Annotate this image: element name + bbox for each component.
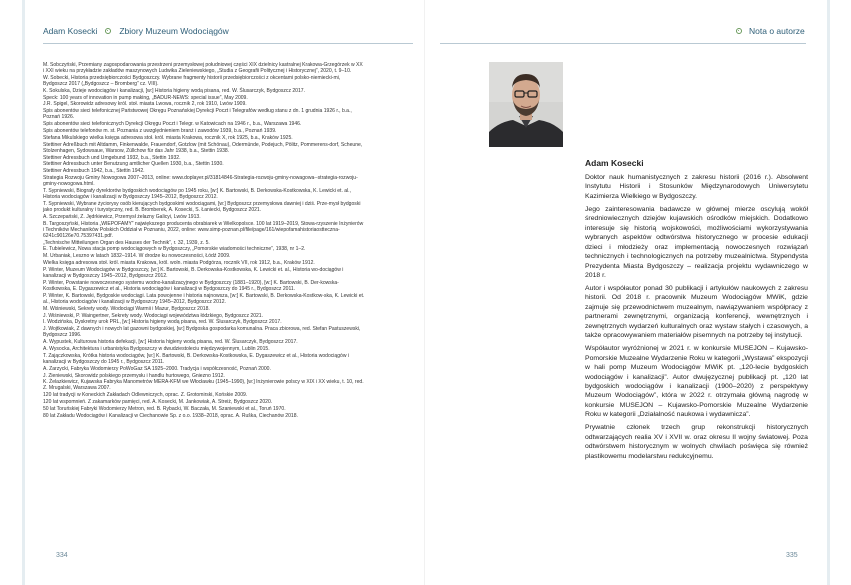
author-note [585,158,808,465]
bibliography-entry: J. Zieniewski, Skorowidz polskiego przemysłu i handlu hurtowego, Gniezno 1912. [43,372,225,379]
bibliography-entry: Stefana Mikulskiego wielka księga adresowa stoł. król. miasta Krakowa, rocznik X, rok 1925, b.a., Kraków 1925. [43,134,293,141]
author-paragraph: Współautor wyróżnionej w 2021 r. w konkursie MUSEJON – Kujawsko-Pomorskie Muzealne Wydarzenie Roku w kategorii „Wystawa” ekspozycji w hali pomp Muzeum Wodociągów MWiK pt. „120-lecie bydgoskich wodociągów i kanalizacji”. Autor dwujęzycznej publikacji pt. „120 lat bydgoskich wodociągów i kanalizacji (1900–2020) z perspektywy Muzeum Wodociągów”, która w 2022 r. otrzymała główną nagrodę w konkursie MUSEJON – Kujawsko-Pomorskie Muzealne Wydarzenie Roku w kategorii „Działalność naukowa i wydawnicza”. [585,345,808,419]
header-author: Adam Kosecki [43,26,98,36]
header-rule-right [440,43,806,44]
bibliography-entry: 120 lat wspomnień. Z zakamarków pamięci, red. A. Kosecki, M. Jankowiak, A. Streiż, Bydgoszcz 2020. [43,399,273,406]
bibliography-entry: Speck: 100 years of innovation in pump making, „BADUR-NEWS: special issue”, May 2009. [43,94,248,101]
page-number-right: 335 [786,552,798,559]
author-photo [489,62,563,147]
bibliography-entry: 120 lat tradycji w Koneckich Zakładach Odlewniczych, oprac. Z. Grotomirski, Końskie 2009. [43,392,248,399]
bibliography-entry: Stettiner Adressbuch unter Benutzung amtlicher Quellen 1930, b.a., Stettin 1930. [43,161,224,168]
bibliography-entry: Spis abonentów telefonów m. st. Poznania z uwzględnieniem branż i zawodów 1939, b.a., Poznań 1939. [43,128,277,135]
author-paragraph: Prywatnie członek trzech grup rekonstrukcji historycznych odtwarzających realia XV i XVII w. oraz okresu II wojny światowej. Poza odtwórstwem historycznym w wolnych chwilach poświęca się również plastikowemu modelarstwu redukcyjnemu. [585,424,808,460]
left-running-head [43,26,229,36]
bibliography-entry: 80 lat Zakładu Wodociągów i Kanalizacji w Ciechanowie Sp. z o.o. 1938–2018, oprac. A. Ruška, Ciechanów 2018. [43,412,298,419]
running-header [0,0,851,48]
bibliography-entry: J. Wojtkowiak, Z dawnych i nowych lat gazowni bydgoskiej, [w:] Bydgoska gospodarka komunalna. Praca zbiorowa, red. Stefan Pastuszewski, Bydgoszcz 1996. [43,326,361,339]
bibliography-entry: E. Tubielewicz, Nowa stacja pomp wodociągowych w Bydgoszczy, „Pomorskie wiadomości techniczne”, 1938, nr 1–2. [43,246,306,253]
header-section-title: Nota o autorze [749,26,805,36]
bibliography-entry: J. Wiśniewski, P. Waingertner, Sekrety wody. Wodociągi województwa łódzkiego, Bydgoszcz 2021. [43,312,264,319]
page-number-left: 334 [56,552,68,559]
bibliography-list [43,62,365,420]
bibliography-entry: T. Zajączkowska, Krótka historia wodociągów, [w:] K. Bartowski, B. Derkowska-Kostkowska, E. Dygaszewicz et al., Historia wodociągów i kanalizacji w Bydgoszczy do 1945 r., Bydgoszcz 2011. [43,352,350,365]
header-book-title: Zbiory Muzeum Wodociągów [119,26,229,36]
right-margin-bar [827,0,830,585]
bibliography-entry: I. Wodzińska, Dyskretny urok PRL, [w:] Historia higieny wodą pisana, red. W. Ślusarczyk, Bydgoszcz 2017. [43,319,282,326]
author-bio [585,173,808,461]
bibliography-entry: A. Szczepański, Z. Jędrkiewicz, Przemysł żelazny Galicyi, Lwów 1913. [43,213,201,220]
bibliography-entry: Strategia Rozwoju Gminy Nowogowa 2007–2013, online: www.doplayer.pl/31814846-Strategia-rozwoju-gminy-nowagowa--strategia-rozwoju-gminy-nowogowa.html. [43,175,358,188]
bibliography-entry: A. Zarzycki, Fabryka Wodomierzy PoWoGaz SA 1925–2000. Tradycja i współczesność, Poznań 2000. [43,365,271,372]
right-running-head [736,26,805,36]
bibliography-entry: M. Wiśniewski, Sekrety wody. Wodociągi Warmii i Mazur, Bydgoszcz 2018. [43,305,210,312]
bullet-icon [736,28,742,34]
bibliography-entry: Stettiner Adressbuch 1942, b.a., Stettin 1942. [43,168,145,175]
bibliography-entry: W. Sobecki, Historia przedsiębiorczości Bydgoszczy. Wybrane fragmenty historii przedsiębiorczości z okcentami polsko-niemiecki-mi, Bydgoszcz 2017 („Bydgoszcz – Bromberg” cz. VIII). [43,74,341,87]
author-paragraph: Autor i współautor ponad 30 publikacji i artykułów naukowych z zakresu historii. Od 2018 r. pracownik Muzeum Wodociągów MWiK, gdzie zajmuje się przewodnictwem muzealnym, nawiązywaniem współpracy z partnerami zewnętrznymi, organizacją konferencji, wewnętrznych i zewnętrznych wydarzeń kulturalnych oraz wystaw stałych i czasowych, a także opracowywaniem materiałów pisemnych na potrzeby tej instytucji. [585,284,808,340]
bibliography-entry: A. Wysocka, Architektura i urbanistyka Bydgoszczy w dwudziestoleciu międzywojennym, Lublin 2015. [43,345,270,352]
bibliography-entry: B. Targoszyński, Historia „WIEPOFAMY” największego producenta obrabiarek w Wielkopolsce. 100 lat 1919–2019, Stowa-rzyszenie Inżynierów i Techników Mechaników Polskich Oddział w Poznaniu, 2022, online: www.simp-poznan.pl/file/page/161/wiepofamahistoriaostteczna-6241c90126e70.75397431.pdf. [43,220,364,239]
header-rule-left [43,43,413,44]
bibliography-entry: Stettiner Adreßbuch mit Altdamm, Finkenwalde, Frauendorf, Gotzlow (mit Schönau), Odermünde, Podejuch, Pölitz, Pommerens-dorf, Scheune, Stolzenhagen, Sydowsaue, Warsow, Züllchow für das Jahr 1938, b.a., Stettin 1938. [43,141,363,154]
bibliography-entry: K. Sokulska, Dzieje wodociągów i kanalizacji, [w:] Historia higieny wodą pisana, red. W. Ślusarczyk, Bydgoszcz 2017. [43,87,305,94]
bullet-icon [105,28,111,34]
author-paragraph: Doktor nauk humanistycznych z zakresu historii (2016 r.). Absolwent Instytutu Historii i Stosunków Międzynarodowych Uniwersytetu Kazimierza Wielkiego w Bydgoszczy. [585,174,808,200]
bibliography-entry: Wielka księga adresowa stoł. król. miasta Krakowa, król. woln. miasta Podgórza, rocznik VII, rok 1912, b.a., Kraków 1912. [43,260,315,267]
bibliography-entry: P. Winter, Powstanie nowoczesnego systemu wodno-kanalizacyjnego w Bydgoszczy (1881–1920), [w:] K. Bartowski, B. Der-kowska-Kostkowska, E. Dygaszewicz et al., Historia wodociągów i kanalizacji w Bydgoszczy do 1945 r., Bydgoszcz 2011. [43,279,339,292]
gutter [424,0,425,585]
bibliography-entry: P. Winter, Muzeum Wodociągów w Bydgoszczy, [w:] K. Bartowski, B. Derkowska-Kostkowska, K. Lewicki et. al., Historia wo-dociągów i kanalizacji w Bydgoszczy 1945–2012, Bydgoszcz 2012. [43,266,344,280]
bibliography-entry: J.R. Spigel, Skorowidz adresowy król. stoł. miasta Lwowa, rocznik 2, rok 1910, Lwów 1909. [43,101,247,108]
bibliography-entry: M. Urbaniak, Leszno w latach 1832–1914. W drodze ku nowoczesności, Łódź 2009. [43,253,231,260]
bibliography-entry: T. Sypniewski, Biografy dyrektorów bydgoskich wodociągów po 1945 roku, [w:] K. Bartowski, B. Derkowska-Kostkowska, K. Lewicki et. al., Historia wodociągów i kanalizacji w Bydgoszczy 1945–2012, Bydgoszcz 2012. [43,188,351,201]
bibliography-entry: „Technische Mitteilungen Organ des Hauses der Technik”, r. 32, 1939, z. 5. [43,239,210,246]
left-margin-bar [22,0,25,585]
bibliography-entry: 50 lat Toruńskiej Fabryki Wodomierzy Metron, red. B. Rybacki, W. Baczała, M. Szaniewski et al., Toruń 1970. [43,405,286,412]
bibliography-entry: Stettiner Adressbuch und Umgebund 1932, b.a., Stettin 1932. [43,154,181,161]
bibliography-entry: T. Sypniewski, Wybrane życiorysy osób kierujących bydgoskimi wodociągami, [w:] Bydgoszcz przemysłowa dawniej i dziś. Prze-mysł bydgoski jako produkt kulturalny i turystyczny, red. B. Bromberek, A. Kosecki, S. Łaniecki, Bydgoszcz 2021. [43,200,361,213]
bibliography-entry: Spis abonentów sieci telefonicznych Dyrekcji Okręgu Poczt i Telegr. w Katowicach na 1946 r., b.a., Warszawa 1946. [43,121,302,128]
bibliography-entry: K. Żelazkiewicz, Kujawska Fabryka Manometrów MERA-KFM we Włocławku (1945–1990), [w:] Inżynierowie polscy w XIX i XX wieku, t. 10, red. Z. Mrugalski, Warszawa 2007. [43,379,364,392]
bibliography-entry: M. Sobczyński, Przemiany zagospodarowania przestrzeni przemysłowej południowej części XIX dzielnicy kastralnej Krakowa-Grzegórzek w XX i XXI wieku na przykładzie zakładów maszynowych Ludwika Zieleniewskiego, „Studia z Geografii Politycznej i Historycznej”, 2020, t. 9–10. [43,62,363,75]
author-paragraph: Jego zainteresowania badawcze w głównej mierze oscylują wokół średniowiecznych dziejów kujawskich ośrodków miejskich. Dodatkowo interesuje się historią wojskowości, możliwościami wykorzystywania wybranych aspektów odtwórstwa historycznego w procesie edukacji dzieci i młodzieży oraz implementacją nowoczesnych rozwiązań technicznych i technologicznych na potrzeby muzealnictwa. Stypendysta Prezydenta Miasta Bydgoszczy – realizacja projektu wydawniczego w 2018 r. [585,205,808,280]
bibliography-entry: Spis abonentów sieci telefonicznej Państwowej Okręgu Poznańskiej Dyrekcji Poczt i Telegrafów według stanu z dn. 1 grudnia 1926 r., b.a., Poznań 1926. [43,108,352,121]
author-name: Adam Kosecki [585,158,644,168]
bibliography-entry: P. Winter, K. Bartowski, Bydgoskie wodociągi. Lata powojenne i historia najnowsza, [w:] K. Bartowski, B. Derkowska-Kostkow-ska, K. Lewicki et. al., Historia wodociągów i kanalizacji w Bydgoszczy 1945–2012, Bydgoszcz 2012. [43,292,365,305]
bibliography-entry: A. Wypustek, Kulturowa historia defekacji, [w:] Historia higieny wodą pisana, red. W. Ślusarczyk, Bydgoszcz 2017. [43,339,298,346]
